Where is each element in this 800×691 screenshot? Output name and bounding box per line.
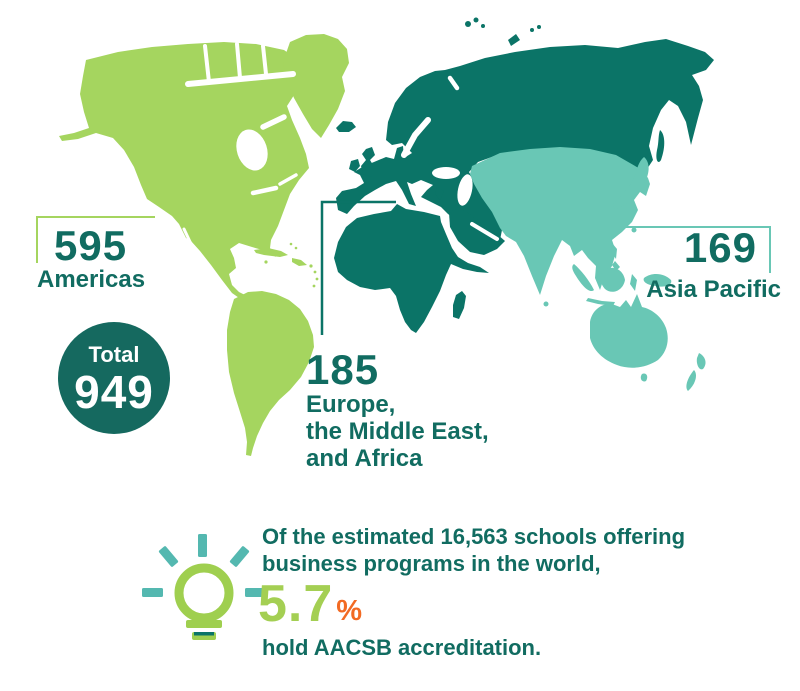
lightbulb-base-top	[186, 620, 222, 628]
lightbulb-icon	[142, 530, 266, 652]
footnote-line2: business programs in the world,	[262, 551, 601, 576]
total-badge	[58, 322, 170, 434]
asia-pacific-count: 169	[683, 224, 757, 271]
americas-label: Americas	[37, 266, 146, 293]
percent-statistic	[258, 575, 363, 633]
americas-count: 595	[54, 222, 128, 269]
asia-pacific-region	[470, 147, 706, 391]
total-label: Total	[88, 342, 140, 367]
percent-value: 5.7	[258, 575, 334, 633]
emea-label-line2: the Middle East,	[306, 418, 489, 445]
emea-label-line1: Europe,	[306, 391, 396, 418]
total-value: 949	[74, 366, 154, 418]
footnote-line1: Of the estimated 16,563 schools offering	[262, 524, 686, 549]
footnote-intro	[262, 523, 685, 577]
emea-label	[306, 391, 489, 472]
lightbulb-base-contact	[194, 632, 214, 636]
percent-sign: %	[336, 595, 363, 627]
emea-count: 185	[306, 346, 380, 393]
asia-pacific-label: Asia Pacific	[646, 276, 781, 303]
lightbulb-glass	[179, 568, 229, 618]
emea-label-line3: and Africa	[306, 445, 423, 472]
footnote-conclusion: hold AACSB accreditation.	[262, 635, 542, 660]
